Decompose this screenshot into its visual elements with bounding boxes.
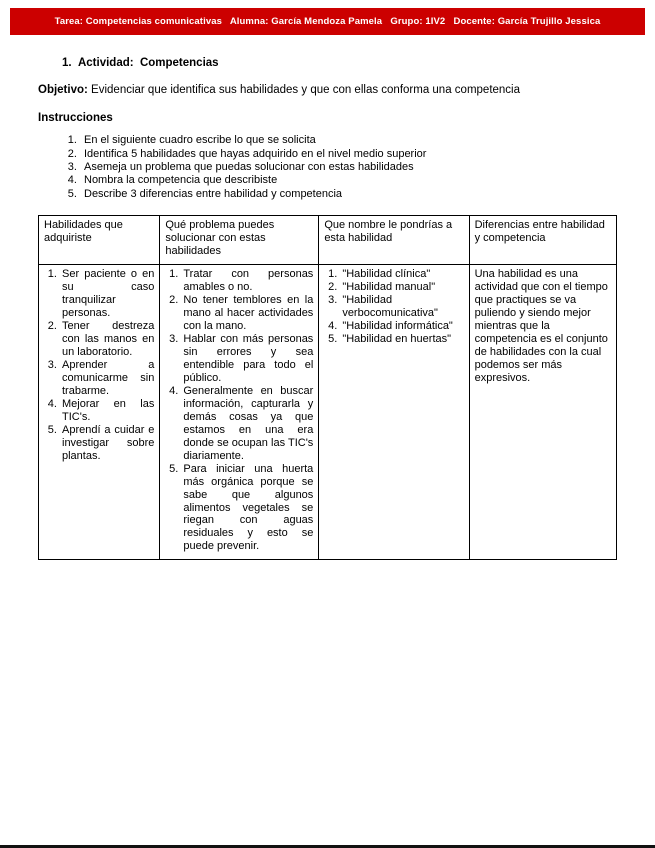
list-item: 4. Mejorar en las TIC's. (60, 398, 154, 424)
list-item: 1. Tratar con personas amables o no. (181, 268, 313, 294)
cell-habilidades (39, 265, 160, 560)
cell-nombres (319, 265, 469, 560)
list-item: 4. Nombra la competencia que describiste (80, 174, 617, 187)
objective-label: Objetivo: (38, 84, 88, 97)
table-header-habilidades: Habilidades que adquiriste (39, 216, 160, 265)
activity-title: 1. Actividad: Competencias (62, 57, 219, 69)
cell-diferencias (469, 265, 616, 560)
list-item: 3. "Habilidad verbocomunicativa" (340, 294, 463, 320)
table-header-row (39, 216, 617, 265)
list-item: 2. "Habilidad manual" (340, 281, 463, 294)
list-item: 5. "Habilidad en huertas" (340, 333, 463, 346)
cell-problemas (160, 265, 319, 560)
table-header-diferencias: Diferencias entre habilidad y competencia (469, 216, 616, 265)
list-item: 3. Aprender a comunicarme sin trabarme. (60, 359, 154, 398)
list-item: 2. Tener destreza con las manos en un laboratorio. (60, 320, 154, 359)
list-item: 5. Aprendí a cuidar e investigar sobre plantas. (60, 424, 154, 463)
list-item: 3. Asemeja un problema que puedas solucionar con estas habilidades (80, 161, 617, 174)
list-item: 4. Generalmente en buscar información, capturarla y demás cosas ya que estamos en una era donde se ocupan las TIC's diariamente. (181, 385, 313, 463)
list-item: 3. Hablar con más personas sin errores y sea entendible para todo el público. (181, 333, 313, 385)
competencias-table (38, 215, 617, 560)
skills-list (44, 268, 154, 463)
instructions-title: Instrucciones (38, 111, 113, 124)
list-item: 2. No tener temblores en la mano al hacer actividades con la mano. (181, 294, 313, 333)
list-item: 4. "Habilidad informática" (340, 320, 463, 333)
header-bar (10, 8, 645, 35)
list-item: 5. Describe 3 diferencias entre habilidad y competencia (80, 188, 617, 201)
list-item: 1. Ser paciente o en su caso tranquilizar personas. (60, 268, 154, 320)
table-body-row (39, 265, 617, 560)
objective-text: Evidenciar que identifica sus habilidades y que con ellas conforma una competencia (91, 84, 521, 97)
header-bar-text: Tarea: Competencias comunicativas Alumna: García Mendoza Pamela Grupo: 1IV2 Docente: García Trujillo Jessica (54, 16, 601, 27)
table-header-problema: Qué problema puedes solucionar con estas habilidades (160, 216, 319, 265)
objective-line (38, 83, 617, 97)
names-list (324, 268, 463, 346)
list-item: 5. Para iniciar una huerta más orgánica porque se sabe que algunos alimentos vegetales se riegan con aguas residuales y esto se puede prevenir. (181, 463, 313, 554)
differences-text: Una habilidad es una actividad que con el tiempo que practiques se va puliendo y siendo mejor mientras que la competencia es el conjunto de habilidades con la cual podemos ser más expresivos. (474, 268, 608, 384)
document-content (38, 50, 617, 560)
instructions-list (38, 134, 617, 201)
list-item: 1. En el siguiente cuadro escribe lo que se solicita (80, 134, 617, 147)
list-item: 2. Identifica 5 habilidades que hayas adquirido en el nivel medio superior (80, 148, 617, 161)
list-item: 1. "Habilidad clínica" (340, 268, 463, 281)
problems-list (165, 268, 313, 553)
table-header-nombre: Que nombre le pondrías a esta habilidad (319, 216, 469, 265)
